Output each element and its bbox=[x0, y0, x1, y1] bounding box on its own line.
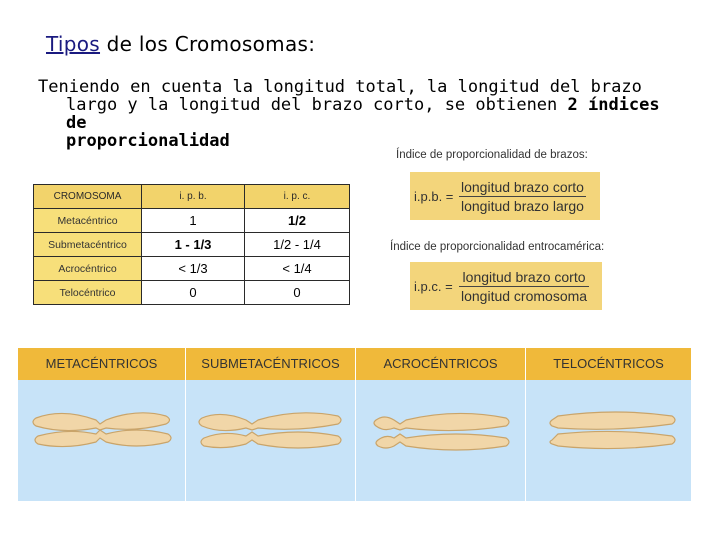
telocentric-chromosome-illustration bbox=[526, 390, 691, 490]
row-name: Submetacéntrico bbox=[34, 233, 142, 257]
header-ipc: i. p. c. bbox=[245, 185, 350, 209]
intro-line-2: largo y la longitud del brazo corto, se obtienen 2 índices de bbox=[66, 95, 660, 133]
chromosome-cell-acrocentric bbox=[356, 348, 526, 501]
row-ipb: 0 bbox=[142, 281, 245, 305]
ipb-denominator: longitud brazo largo bbox=[461, 197, 584, 214]
chromosome-cell-telocentric bbox=[526, 348, 691, 501]
row-name: Telocéntrico bbox=[34, 281, 142, 305]
acrocentric-chromosome-illustration bbox=[356, 390, 525, 490]
header-ipb: i. p. b. bbox=[142, 185, 245, 209]
row-name: Metacéntrico bbox=[34, 209, 142, 233]
label-acrocentricos: ACROCÉNTRICOS bbox=[383, 356, 498, 371]
ipb-numerator: longitud brazo corto bbox=[461, 178, 584, 195]
row-ipc: 1/2 - 1/4 bbox=[245, 233, 350, 257]
chromosome-index-table bbox=[33, 184, 350, 305]
ipb-formula-label: Índice de proporcionalidad de brazos: bbox=[396, 149, 588, 161]
label-metacentricos: METACÉNTRICOS bbox=[45, 356, 158, 371]
ipb-fraction bbox=[459, 178, 586, 215]
title-rest: de los Cromosomas: bbox=[100, 32, 316, 56]
label-submetacentricos: SUBMETACÉNTRICOS bbox=[201, 356, 340, 371]
row-name: Acrocéntrico bbox=[34, 257, 142, 281]
ipc-formula bbox=[410, 262, 602, 310]
table-row bbox=[34, 233, 350, 257]
table-row bbox=[34, 281, 350, 305]
table-row bbox=[34, 257, 350, 281]
intro-paragraph bbox=[38, 78, 688, 150]
table-row bbox=[34, 209, 350, 233]
ipc-lhs: i.p.c. = bbox=[414, 278, 453, 294]
row-ipb: 1 - 1/3 bbox=[142, 233, 245, 257]
row-ipb: 1 bbox=[142, 209, 245, 233]
chromosome-cell-metacentric bbox=[18, 348, 186, 501]
ipb-lhs: i.p.b. = bbox=[414, 188, 454, 204]
metacentric-chromosome-illustration bbox=[18, 390, 185, 490]
ipc-denominator: longitud cromosoma bbox=[461, 287, 588, 304]
ipc-fraction bbox=[459, 268, 589, 305]
chromosome-cell-submetacentric bbox=[186, 348, 356, 501]
table-header-row bbox=[34, 185, 350, 209]
ipc-numerator: longitud brazo corto bbox=[462, 268, 586, 285]
row-ipc: < 1/4 bbox=[245, 257, 350, 281]
title-keyword: Tipos bbox=[46, 32, 101, 56]
ipb-formula bbox=[410, 172, 600, 220]
row-ipc: 0 bbox=[245, 281, 350, 305]
intro-line-1: Teniendo en cuenta la longitud total, la longitud del brazo bbox=[38, 77, 642, 97]
header-cromosoma: CROMOSOMA bbox=[34, 185, 142, 209]
intro-line-3: proporcionalidad bbox=[66, 131, 230, 151]
label-telocentricos: TELOCÉNTRICOS bbox=[553, 356, 664, 371]
submetacentric-chromosome-illustration bbox=[186, 390, 355, 490]
slide-title bbox=[46, 32, 315, 56]
row-ipb: < 1/3 bbox=[142, 257, 245, 281]
chromosome-types-panel bbox=[18, 348, 691, 501]
row-ipc: 1/2 bbox=[245, 209, 350, 233]
ipc-formula-label: Índice de proporcionalidad entrocamérica: bbox=[390, 241, 605, 253]
